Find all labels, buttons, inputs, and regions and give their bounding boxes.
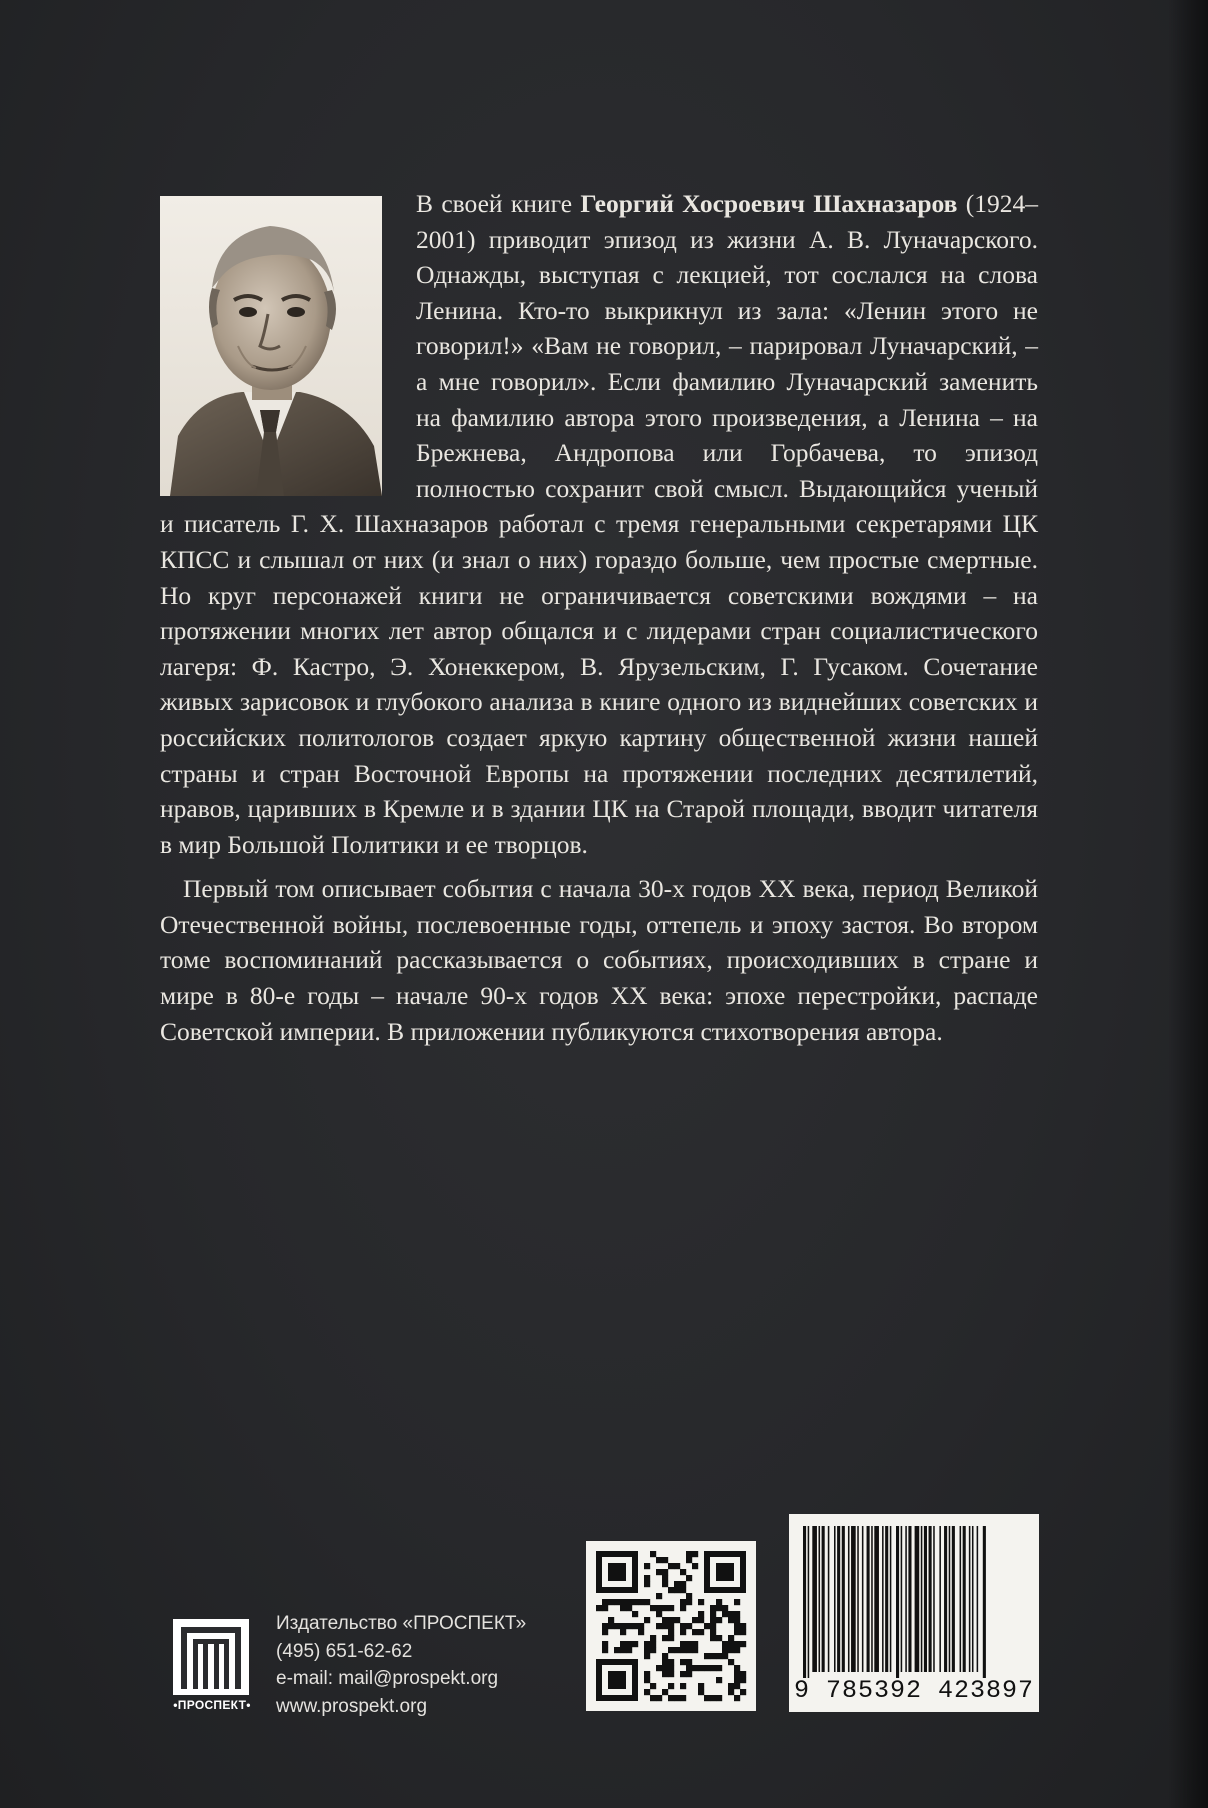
publisher-website: www.prospekt.org [276, 1695, 428, 1717]
author-name: Георгий Хосроевич Шахназаров [580, 189, 958, 218]
publisher-info [276, 1610, 526, 1720]
photo-spacer [160, 186, 416, 504]
annotation-paragraph-2: Первый том описывает события с начала 30-х годов XX века, период Великой Отечественной войны, послевоенные годы, оттепель и эпоху застоя. Во втором томе воспоминаний рассказывается о событиях, происходивших в стране и мире в 80-е годы – начале 90-х годов XX века: эпохе перестройки, распаде Советской империи. В приложении публикуются стихотворения автора. [160, 874, 1038, 1046]
publisher-email: e-mail: mail@prospekt.org [276, 1668, 499, 1689]
paragraph-1-start: В своей книге [416, 189, 581, 218]
prospekt-logo-icon [163, 1617, 259, 1697]
annotation-text [160, 186, 1038, 1049]
publisher-name: Издательство «ПРОСПЕКТ» [276, 1613, 527, 1634]
qr-code [586, 1541, 756, 1711]
publisher-phone: (495) 651-62-62 [276, 1640, 413, 1662]
publisher-logo-caption: •ПРОСПЕКТ• [173, 1698, 251, 1712]
paragraph-1-rest: (1924–2001) приводит эпизод из жизни А. В. Луначарского. Однажды, выступая с лекцией, тот сослался на слова Ленина. Кто-то выкрикнул из зала: «Ленин этого не говорил!» «Вам не говорил, – парировал Луначарский, – а мне говорил». Если фамилию Луначарский заменить на фамилию автора этого произведения, а Ленина – на Брежнева, Андропова или Горбачева, то эпизод полностью сохранит свой смысл. Выдающийся ученый и писатель Г. Х. Шахназаров работал с тремя генеральными секретарями ЦК КПСС и слышал от них (и знал о них) гораздо больше, чем простые смертные. Но круг персонажей книги не ограничивается советскими вождями – на протяжении многих лет автор общался и с лидерами стран социалистического лагеря: Ф. Кастро, Э. Хонеккером, В. Ярузельским, Г. Гусаком. Сочетание живых зарисовок и глубокого анализа в книге одного из виднейших советских и российских политологов создает яркую картину общественной жизни нашей страны и стран Восточной Европы на протяжении последних десятилетий, нравов, царивших в Кремле и в здании ЦК на Старой площади, вводит читателя в мир Большой Политики и ее творцов. [160, 189, 1038, 859]
qr-code-icon [586, 1541, 756, 1711]
spine-shadow [1168, 0, 1208, 1808]
isbn-number: 9 785392 423897 [793, 1676, 1035, 1705]
